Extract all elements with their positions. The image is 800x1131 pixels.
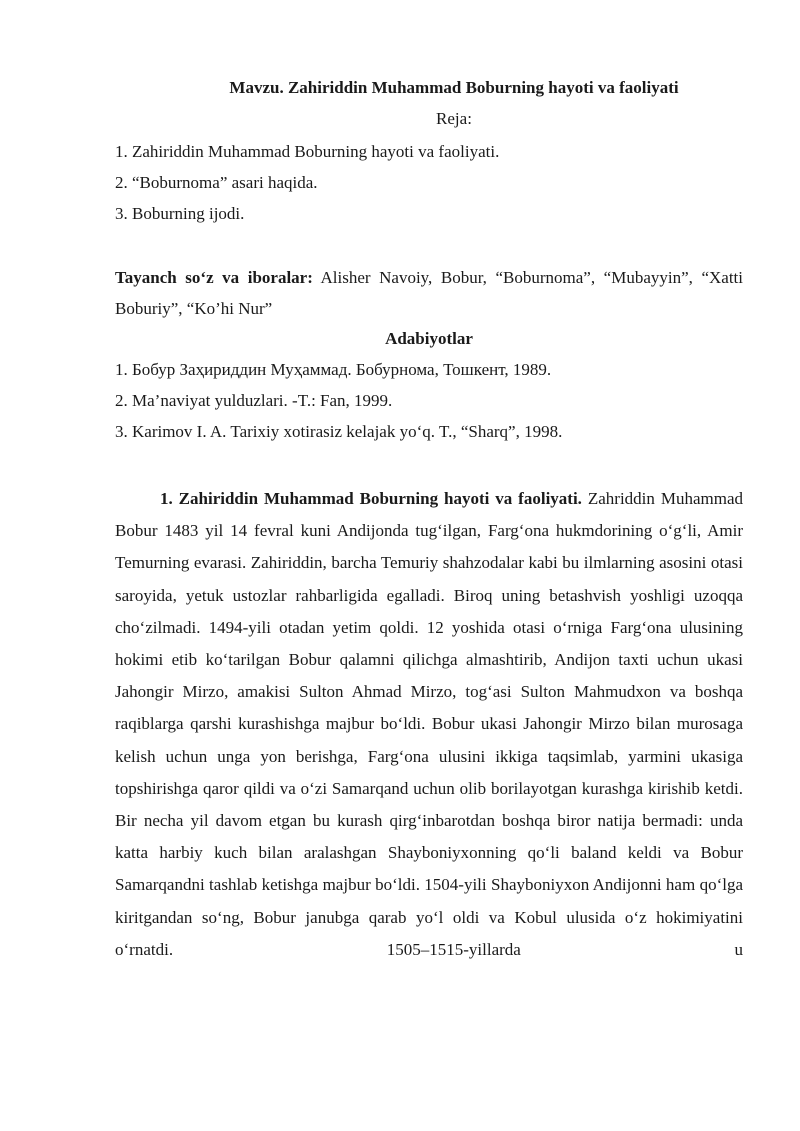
plan-list xyxy=(115,136,743,229)
literature-heading: Adabiyotlar xyxy=(385,329,473,348)
plan-item: 2. “Boburnoma” asari haqida. xyxy=(115,173,318,192)
keywords-text: Alisher Navoiy, Bobur, “Boburnoma”, “Mubayyin”, “Xatti Boburiy”, “Ko’hi Nur” xyxy=(115,268,743,318)
section-1-text: Zahriddin Muhammad Bobur 1483 yil 14 fevral kuni Andijonda tug‘ilgan, Farg‘ona hukmdorining o‘g‘li, Amir Temurning evarasi. Zahiriddin, barcha Temuriy shahzodalar kabi bu ilmlarning asosini otasi saroyida, yetuk ustozlar rahbarligida egalladi. Biroq uning betashvish yoshligi uzoqqa cho‘zilmadi. 1494-yili otadan yetim qoldi. 12 yoshida otasi o‘rniga Farg‘ona ulusining hokimi etib ko‘tarilgan Bobur qalamni qilichga almashtirib, Andijon taxti uchun ukasi Jahongir Mirzo, amakisi Sulton Ahmad Mirzo, tog‘asi Sulton Mahmudxon va boshqa raqiblarga qarshi kurashishga majbur bo‘ldi. Bobur ukasi Jahongir Mirzo bilan murosaga kelish uchun unga yon berishga, Farg‘ona ulusini ikkiga taqsimlab, yarmini ukasiga topshirishga qaror qildi va o‘zi Samarqand uchun olib borilayotgan kurashga kirishib ketdi. Bir necha yil davom etgan bu kurash qirg‘inbarotdan boshqa biror natija bermadi: unda katta harbiy kuch bilan aralashgan Shayboniyxonning qo‘li baland keldi va Bobur Samarqandni tashlab ketishga majbur bo‘ldi. 1504-yili Shayboniyxon Andijonni ham qo‘lga kiritgandan so‘ng, Bobur janubga qarab yo‘l oldi va Kobul ulusida o‘z hokimiyatini o‘rnatdi. 1505–1515-yillarda u xyxy=(115,489,743,959)
keywords-label: Tayanch so‘z va iboralar: xyxy=(115,268,313,287)
literature-item: 1. Бобур Заҳириддин Муҳаммад. Бобурнома, Тошкент, 1989. xyxy=(115,360,552,379)
plan-item: 1. Zahiriddin Muhammad Boburning hayoti va faoliyati. xyxy=(115,142,500,161)
plan-item: 3. Boburning ijodi. xyxy=(115,204,245,223)
plan-heading: Reja: xyxy=(436,109,472,128)
document-title: Mavzu. Zahiriddin Muhammad Boburning hayoti va faoliyati xyxy=(229,78,679,97)
section-1-paragraph xyxy=(115,483,743,966)
section-1-heading: 1. Zahiriddin Muhammad Boburning hayoti va faoliyati. xyxy=(160,489,582,508)
keywords-paragraph xyxy=(115,262,743,324)
literature-item: 3. Karimov I. A. Tarixiy xotirasiz kelajak yo‘q. T., “Sharq”, 1998. xyxy=(115,422,563,441)
literature-item: 2. Ma’naviyat yulduzlari. -T.: Fan, 1999. xyxy=(115,391,393,410)
literature-list xyxy=(115,354,743,447)
document-page xyxy=(115,74,743,966)
